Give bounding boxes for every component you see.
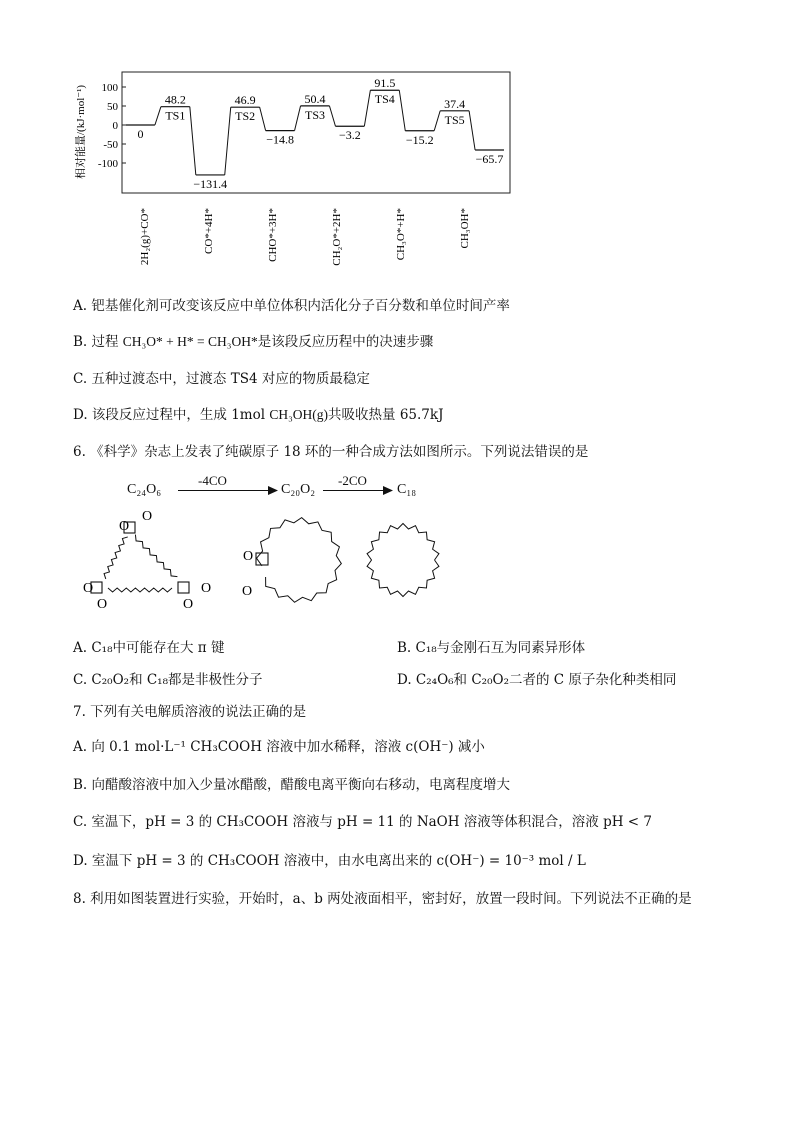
q6-option-d: D. C₂₄O₆和 C₂₀O₂二者的 C 原子杂化种类相同: [397, 672, 677, 688]
oxygen-atom-label: O: [96, 597, 108, 608]
alkyne-chain: [135, 535, 177, 577]
q6-option-a: A. C₁₈中可能存在大 π 键: [73, 640, 225, 656]
energy-value-label: 37.4: [444, 96, 466, 111]
energy-value-label: −14.8: [266, 132, 294, 147]
molecule-structures: [70, 508, 470, 608]
transition-state-label: TS3: [304, 107, 326, 122]
x-category-label: CO*+4H*: [203, 208, 215, 254]
connector-line: [434, 111, 440, 131]
x-category-label: 2H₂(g)+CO*: [139, 208, 151, 266]
energy-value-label: −65.7: [475, 151, 504, 166]
q7-option-a: A. 向 0.1 mol·L⁻¹ CH₃COOH 溶液中加水稀释，溶液 c(OH⁻) 减小: [73, 739, 485, 755]
transition-state-label: 0: [137, 127, 144, 141]
energy-profile-chart: [70, 62, 530, 284]
energy-value-label: −131.4: [193, 176, 228, 191]
energy-value-label: −15.2: [405, 132, 434, 147]
q5-option-b-suffix: 是该段反应历程中的决速步骤: [257, 334, 434, 350]
scheme-middle: C₂₀O₂: [281, 482, 316, 497]
scheme-arrow2: [323, 490, 387, 491]
cyclobutene-ring: [256, 553, 268, 565]
oxygen-atom-label: O: [200, 581, 212, 596]
scheme-start: C₂₄O₆: [127, 482, 162, 497]
alkyne-chain: [108, 588, 172, 592]
connector-line: [260, 107, 266, 130]
scheme-end: C₁₈: [397, 482, 417, 497]
q8-stem: 8. 利用如图装置进行实验，开始时，a、b 两处液面相平，密封好，放置一段时间。下列说法不正确的是: [73, 891, 692, 907]
alkyne-chain: [104, 537, 128, 579]
connector-line: [469, 111, 475, 150]
energy-value-label: −3.2: [339, 128, 361, 143]
connector-line: [155, 107, 161, 125]
x-category-label: CH₂O*+2H*: [331, 208, 343, 266]
y-tick-label: 0: [112, 120, 118, 132]
transition-state-label: TS2: [235, 109, 256, 124]
energy-value-label: 50.4: [304, 91, 326, 106]
q7-option-d: D. 室温下 pH = 3 的 CH₃COOH 溶液中，由水电离出来的 c(OH⁻) = 10⁻³ mol / L: [73, 853, 586, 869]
connector-line: [190, 107, 196, 175]
connector-line: [329, 106, 335, 126]
connector-line: [295, 106, 301, 131]
alkyne-ring: [257, 518, 342, 603]
oxygen-atom-label: O: [241, 584, 253, 599]
q5-option-d: [73, 405, 444, 425]
oxygen-atom-label: O: [82, 581, 94, 596]
x-category-label: CH₃OH*: [459, 208, 471, 249]
q5-option-b: [73, 332, 433, 352]
y-tick-label: -100: [97, 158, 118, 170]
connector-line: [399, 90, 405, 131]
oxygen-atom-label: O: [242, 549, 254, 564]
oxygen-atom-label: O: [182, 597, 194, 608]
arrow2-head-icon: [383, 486, 393, 495]
c24o6-structure: [83, 509, 211, 608]
oxygen-atom-label: O: [118, 519, 130, 534]
q5-option-d-formula: CH₃OH(g): [269, 407, 329, 422]
q7-option-b: B. 向醋酸溶液中加入少量冰醋酸，醋酸电离平衡向右移动，电离程度增大: [73, 777, 511, 793]
scheme-arrow2-label: -2CO: [338, 473, 367, 488]
x-axis-categories: [139, 208, 471, 266]
scheme-arrow1: [178, 490, 273, 491]
energy-value-label: 46.9: [234, 93, 256, 108]
transition-state-label: TS5: [444, 112, 465, 127]
c20o2-structure: [242, 518, 341, 603]
y-tick-label: 100: [101, 82, 118, 94]
q5-option-d-prefix: D. 该段反应过程中，生成 1mol: [73, 407, 270, 423]
q6-option-b: B. C₁₈与金刚石互为同素异形体: [397, 640, 586, 656]
q5-option-a: A. 钯基催化剂可改变该反应中单位体积内活化分子百分数和单位时间产率: [73, 298, 510, 314]
q7-stem: 7. 下列有关电解质溶液的说法正确的是: [73, 704, 307, 720]
q5-option-c: C. 五种过渡态中，过渡态 TS4 对应的物质最稳定: [73, 371, 370, 387]
y-tick-label: -50: [103, 139, 118, 151]
plot-frame: [122, 72, 510, 193]
y-axis-label: 相对能量/(kJ·mol⁻¹): [75, 84, 87, 180]
energy-profile: [126, 76, 504, 191]
connector-line: [225, 107, 231, 175]
cyclobutene-ring: [178, 582, 189, 593]
q6-option-c: C. C₂₀O₂和 C₁₈都是非极性分子: [73, 672, 263, 688]
q7-option-c: C. 室温下，pH = 3 的 CH₃COOH 溶液与 pH = 11 的 NaOH 溶液等体积混合，溶液 pH < 7: [73, 814, 652, 830]
x-category-label: CH₃O*+H*: [395, 208, 407, 261]
q5-option-b-formula: CH₃O* + H* = CH₃OH*: [122, 334, 258, 349]
energy-value-label: 91.5: [374, 76, 396, 91]
connector-line: [364, 90, 370, 126]
c18-ring: [367, 524, 439, 597]
transition-state-label: TS1: [165, 108, 186, 123]
transition-state-label: TS4: [374, 92, 395, 107]
q6-stem: 6. 《科学》杂志上发表了纯碳原子 18 环的一种合成方法如图所示。下列说法错误的是: [73, 444, 589, 460]
y-tick-label: 50: [107, 101, 118, 113]
q5-option-b-prefix: B. 过程: [73, 334, 123, 350]
scheme-arrow1-label: -4CO: [198, 473, 227, 488]
energy-value-label: 48.2: [164, 92, 186, 107]
oxygen-atom-label: O: [141, 509, 153, 524]
q5-option-d-suffix: 共吸收热量 65.7kJ: [328, 407, 444, 423]
arrow1-head-icon: [268, 486, 278, 495]
x-category-label: CHO*+3H*: [267, 208, 279, 262]
c18-structure: [367, 524, 439, 597]
